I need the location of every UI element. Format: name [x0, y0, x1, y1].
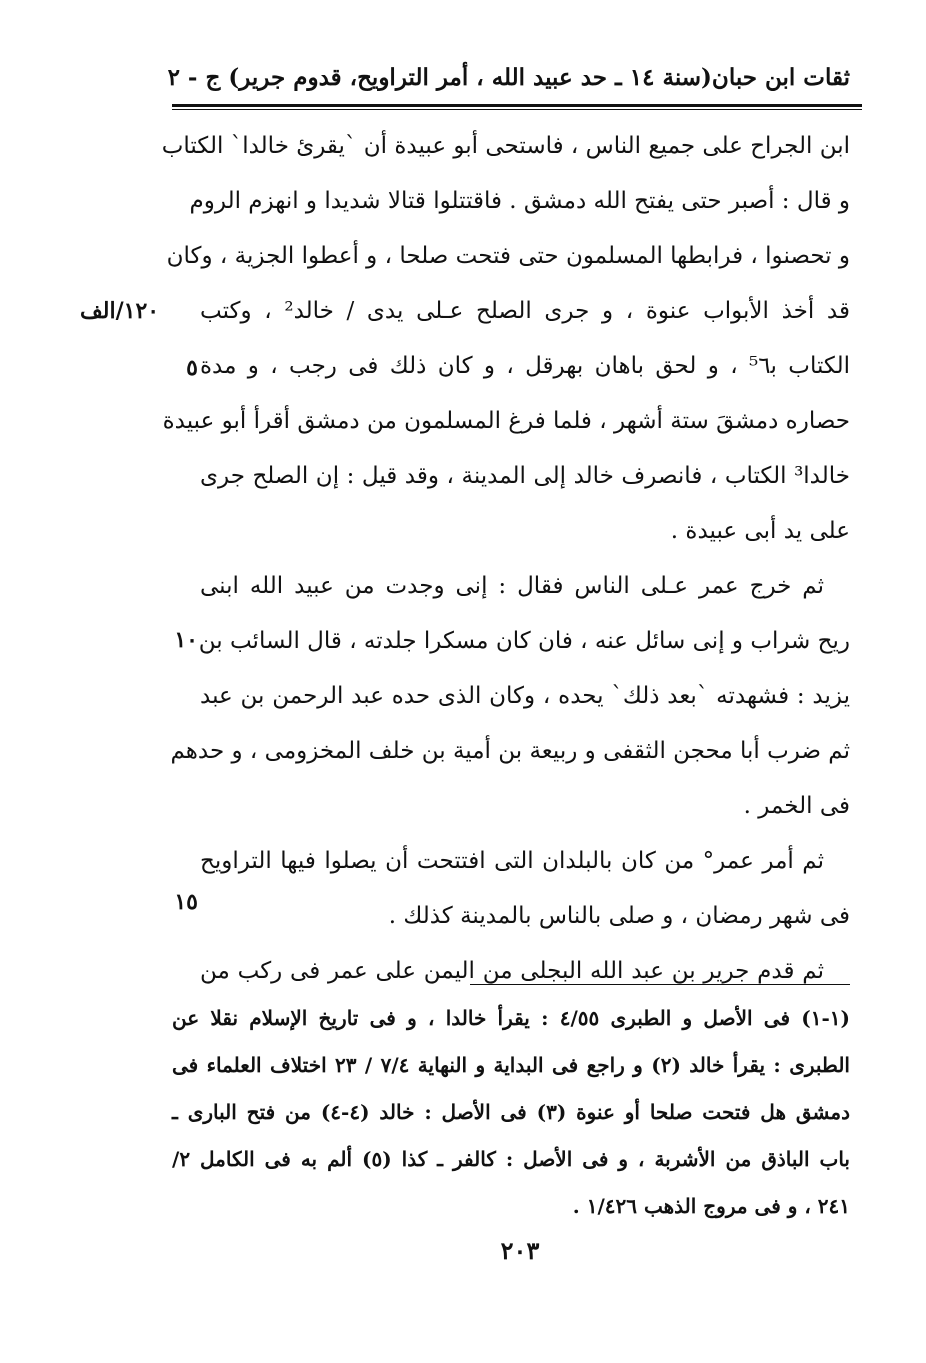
- body-line-9: ثم خرج عمر عـلى الناس فقال : إنى وجدت من عبيد الله ابنى: [200, 573, 824, 599]
- body-line-7: خالدا³ الكتاب ، فانصرف خالد إلى المدينة ، وقد قيل : إن الصلح جرى: [200, 463, 850, 489]
- footnote-line-4: باب الباذق من الأشربة ، و فى الأصل : كالفر ـ كذا (٥) ألم به فى الكامل ٢/: [172, 1147, 851, 1171]
- body-line-6: حصاره دمشقَ ستة أشهر ، فلما فرغ المسلمون من دمشق أقرأ أبو عبيدة: [162, 408, 850, 434]
- body-line-12: ثم ضرب أبا محجن الثقفى و ربيعة بن أمية بن خلف المخزومى ، و حدهم: [170, 738, 850, 764]
- footnote-line-3: دمشق هل فتحت صلحا أو عنوة (٣) فى الأصل : خالد (٤-٤) من فتح البارى ـ: [172, 1100, 850, 1124]
- header-rule-thin: [172, 109, 862, 110]
- folio-marker: ١٢٠/الف: [80, 298, 160, 324]
- footnote-line-5: ٢٤١ ، و فى مروج الذهب ١/٤٢٦ .: [572, 1194, 850, 1218]
- body-line-4: قد أخذ الأبواب عنوة ، و جرى الصلح عـلى يدى / خالد² ، وكتب: [200, 298, 850, 324]
- body-line-16: ثم قدم جرير بن عبد الله البجلى من اليمن على عمر فى ركب من: [200, 958, 824, 984]
- line-number-5: ٥: [186, 355, 198, 381]
- body-line-15: فى شهر رمضان ، و صلى بالناس بالمدينة كذلك .: [388, 903, 850, 929]
- body-line-14: ثم أمر عمر° من كان بالبلدان التى افتتحت أن يصلوا فيها التراويح: [200, 848, 824, 874]
- body-line-10: ريح شراب و إنى سائل عنه ، فان كان مسكرا جلدته ، قال السائب بن: [198, 628, 850, 654]
- body-line-8: على يد أبى عبيدة .: [670, 518, 850, 544]
- line-number-15: ١٥: [174, 889, 198, 915]
- header-rule-thick: [172, 104, 862, 107]
- body-line-11: يزيد : فشهدته `بعد ذلك` يحده ، وكان الذى حده عبد الرحمن بن عبد: [200, 683, 850, 709]
- line-number-10: ١٠: [174, 627, 198, 653]
- footnote-line-2: الطبرى : يقرأ خالد (٢) و راجع فى البداية و النهاية ٧/٤ / ٢٣ اختلاف العلماء فى: [172, 1053, 850, 1077]
- body-line-13: فى الخمر .: [743, 793, 850, 819]
- running-header: ثقات ابن حبان(سنة ١٤ ـ حد عبيد الله ، أمر التراويح، قدوم جرير) ج - ٢: [167, 64, 850, 91]
- footnote-line-1: (١-١) فى الأصل و الطبرى ٤/٥٥ : يقرأ خالدا ، و فى تاريخ الإسلام نقلا عن: [172, 1006, 851, 1030]
- body-line-5: الكتاب ﺑ⁵٦ ، و لحق باهان بهرقل ، و كان ذلك فى رجب ، و مدة: [200, 353, 850, 379]
- body-line-1: ابن الجراح على جميع الناس ، فاستحى أبو عبيدة أن `يقرئ خالدا` الكتاب: [161, 133, 850, 159]
- footnote-rule: [470, 984, 850, 985]
- body-line-3: و تحصنوا ، فرابطها المسلمون حتى فتحت صلحا ، و أعطوا الجزية ، وكان: [166, 243, 850, 269]
- body-line-2: و قال : أصبر حتى يفتح الله دمشق . فاقتتلوا قتالا شديدا و انهزم الروم: [189, 188, 850, 214]
- page-number: ٢٠٣: [500, 1236, 540, 1265]
